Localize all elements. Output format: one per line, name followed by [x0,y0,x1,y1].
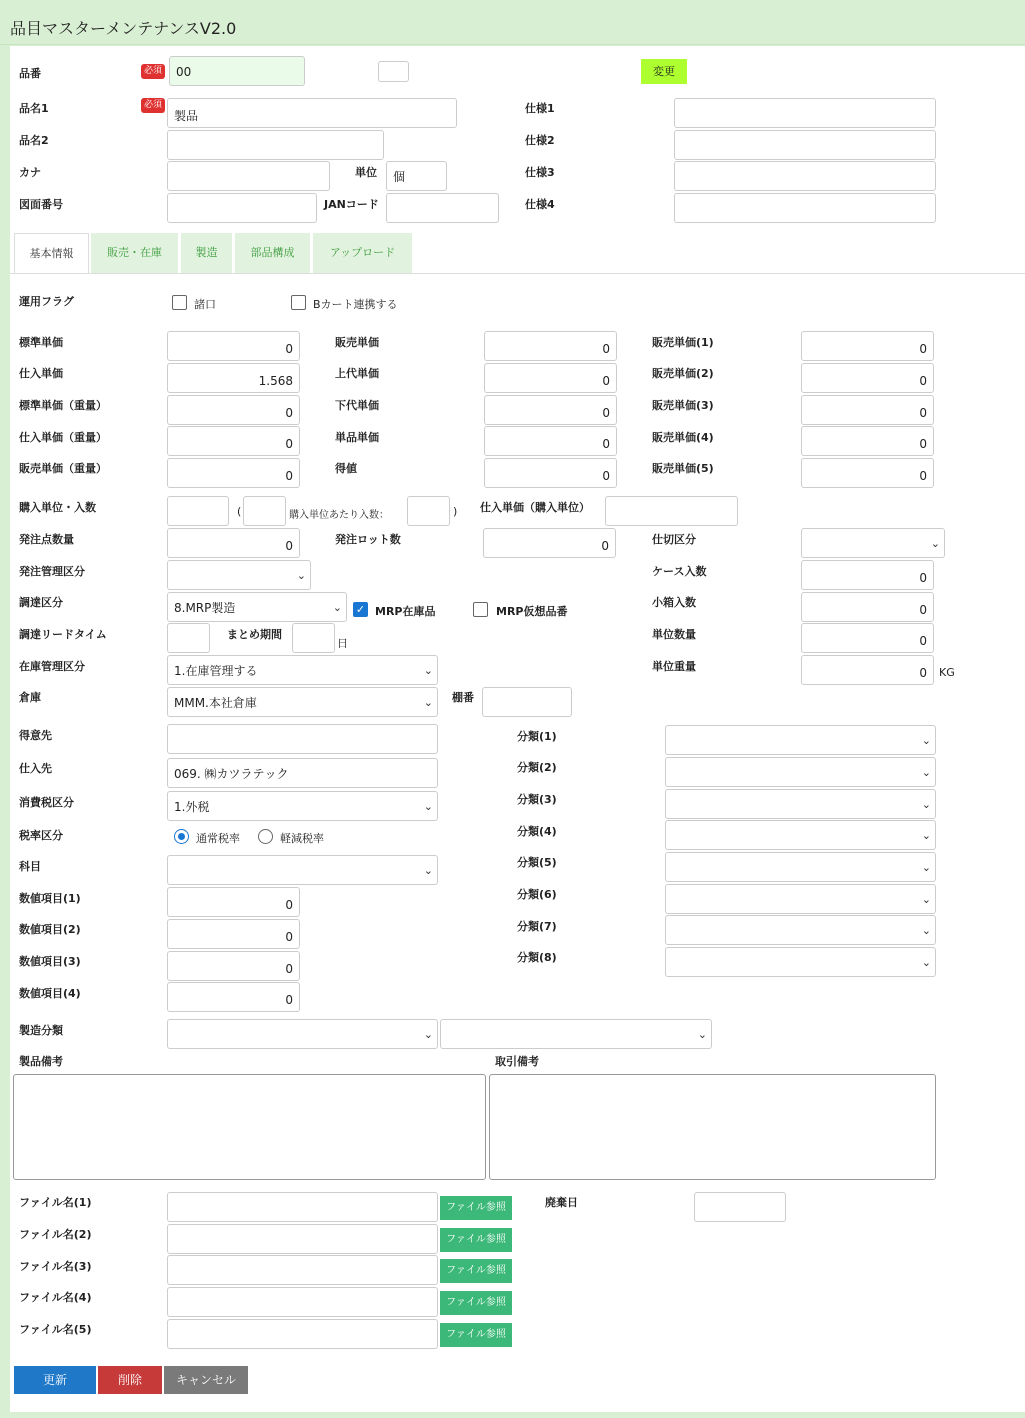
chevron-down-icon: ⌄ [697,1028,707,1041]
hinmei1-label: 品名1 [19,102,49,115]
price-label: 仕入単価 [19,367,63,380]
per-unit-label: 購入単位あたり入数： [289,510,389,521]
price-input[interactable]: 0 [167,331,300,361]
shiyo3-input[interactable] [674,161,936,191]
tab-divider [10,273,1025,274]
required-badge: 必須 [141,98,165,113]
price-label: 販売単価(1) [652,336,714,349]
matome-input[interactable] [292,623,335,653]
file-browse-button[interactable]: ファイル参照 [440,1259,512,1283]
procure-label: 調達区分 [19,596,63,609]
price-label: 標準単価（重量） [19,399,107,412]
price-input[interactable]: 0 [801,395,934,425]
shiyo2-input[interactable] [674,130,936,160]
price-label: 得値 [335,462,357,475]
file-input[interactable] [167,1255,438,1285]
stock-mgmt-select[interactable] [167,655,438,685]
file-label: ファイル名(4) [19,1291,92,1304]
manufacture-label: 製造分類 [19,1024,63,1037]
product-note-label: 製品備考 [19,1055,63,1068]
procure-select[interactable] [167,592,347,622]
update-button[interactable]: 更新 [14,1366,96,1394]
case-input[interactable]: 0 [801,560,934,590]
manufacture-select-1[interactable] [167,1019,438,1049]
shiyo2-label: 仕様2 [525,134,555,147]
kamoku-select[interactable] [167,855,438,885]
paren-open: ( [237,505,242,518]
warehouse-select[interactable] [167,687,438,717]
lot-input[interactable]: 0 [483,528,616,558]
color-box[interactable] [378,61,409,82]
jan-label: JANコード [324,198,379,211]
bunrui-select[interactable] [665,725,936,755]
bunrui-label: 分類(3) [517,793,557,806]
file-input[interactable] [167,1192,438,1222]
chevron-down-icon: ⌄ [423,664,433,677]
bunrui-select[interactable] [665,820,936,850]
bunrui-select[interactable] [665,947,936,977]
unit-qty-label: 単位数量 [652,628,696,641]
price-input[interactable]: 0 [801,426,934,456]
kamoku-label: 科目 [19,860,41,873]
main-panel [10,46,1025,1412]
shiyo1-input[interactable] [674,98,936,128]
shokuchi-checkbox[interactable] [172,295,187,310]
shiyo4-input[interactable] [674,193,936,223]
numeric-input[interactable]: 0 [167,982,300,1012]
unit-price-purchase-input[interactable] [605,496,738,526]
price-input[interactable]: 0 [801,331,934,361]
page-title: 品目マスターメンテナンスV2.0 [10,19,237,38]
kana-input[interactable] [167,161,330,191]
rate-reduced-radio[interactable] [258,829,273,844]
numeric-input[interactable]: 0 [167,951,300,981]
haiki-input[interactable] [694,1192,786,1222]
price-label: 販売単価(4) [652,431,714,444]
tana-input[interactable] [482,687,572,717]
order-point-input[interactable]: 0 [167,528,300,558]
file-browse-button[interactable]: ファイル参照 [440,1228,512,1252]
trade-note-textarea[interactable] [489,1074,936,1180]
tana-label: 棚番 [452,691,474,704]
bcart-checkbox[interactable] [291,295,306,310]
order-point-label: 発注点数量 [19,533,74,546]
tab-manufacture[interactable]: 製造 [181,233,232,273]
mrp-stock-label: MRP在庫品 [375,605,436,618]
numeric-input[interactable]: 0 [167,887,300,917]
kobako-input[interactable]: 0 [801,592,934,622]
file-input[interactable] [167,1319,438,1349]
supplier-label: 仕入先 [19,762,52,775]
lead-input[interactable] [167,623,210,653]
chevron-down-icon: ⌄ [921,861,931,874]
price-label: 上代単価 [335,367,379,380]
hinban-label: 品番 [19,67,41,80]
price-input[interactable]: 0 [484,458,617,488]
unit-price-purchase-label: 仕入単価（購入単位） [480,501,590,514]
unit-weight-input[interactable]: 0 [801,655,934,685]
zumen-label: 図面番号 [19,198,63,211]
mrp-virtual-label: MRP仮想品番 [496,605,568,618]
tani-label: 単位 [355,166,377,179]
price-label: 販売単価（重量） [19,462,107,475]
tax-value: 1.外税 [174,800,210,814]
bunrui-select[interactable] [665,852,936,882]
case-label: ケース入数 [652,565,707,578]
file-input[interactable] [167,1287,438,1317]
price-input[interactable]: 0 [801,458,934,488]
shiyo4-label: 仕様4 [525,198,555,211]
day-label: 日 [337,637,348,650]
kana-label: カナ [19,166,41,179]
change-button[interactable]: 変更 [641,59,687,84]
price-label: 販売単価(5) [652,462,714,475]
file-input[interactable] [167,1224,438,1254]
price-input[interactable]: 1.568 [167,363,300,393]
file-label: ファイル名(1) [19,1196,92,1209]
kg-label: KG [939,666,955,679]
tab-sales-stock[interactable]: 販売・在庫 [91,233,178,273]
shiyo3-label: 仕様3 [525,166,555,179]
title-bar [0,0,1025,45]
bunrui-label: 分類(7) [517,920,557,933]
bunrui-label: 分類(6) [517,888,557,901]
purchase-unit-label: 購入単位・入数 [19,501,96,514]
price-input[interactable]: 0 [484,426,617,456]
chevron-down-icon: ⌄ [921,766,931,779]
chevron-down-icon: ⌄ [921,956,931,969]
jan-input[interactable] [386,193,499,223]
product-note-textarea[interactable] [13,1074,486,1180]
matome-label: まとめ期間 [227,628,282,641]
price-input[interactable]: 0 [167,426,300,456]
trade-note-label: 取引備考 [495,1055,539,1068]
unit-qty-input[interactable]: 0 [801,623,934,653]
numeric-label: 数値項目(3) [19,955,81,968]
chevron-down-icon: ⌄ [921,734,931,747]
procure-value: 8.MRP製造 [174,601,236,615]
numeric-label: 数値項目(4) [19,987,81,1000]
bunrui-label: 分類(8) [517,951,557,964]
tani-input[interactable]: 個 [386,161,447,191]
rate-normal-label: 通常税率 [196,832,240,845]
numeric-input[interactable]: 0 [167,919,300,949]
purchase-unit-input[interactable] [167,496,229,526]
per-unit-input[interactable] [407,496,450,526]
delete-button[interactable]: 削除 [98,1366,162,1394]
customer-label: 得意先 [19,729,52,742]
hinmei1-input[interactable]: 製品 [167,98,457,128]
cancel-button[interactable]: キャンセル [164,1366,248,1394]
price-input[interactable]: 0 [801,363,934,393]
stock-mgmt-label: 在庫管理区分 [19,660,85,673]
bunrui-select[interactable] [665,915,936,945]
manufacture-select-2[interactable] [440,1019,712,1049]
file-label: ファイル名(5) [19,1323,92,1336]
file-browse-button[interactable]: ファイル参照 [440,1196,512,1220]
file-browse-button[interactable]: ファイル参照 [440,1291,512,1315]
customer-input[interactable] [167,724,438,754]
tab-basic[interactable]: 基本情報 [14,233,89,273]
file-label: ファイル名(3) [19,1260,92,1273]
stock-mgmt-value: 1.在庫管理する [174,664,258,678]
bunrui-select[interactable] [665,884,936,914]
zumen-input[interactable] [167,193,317,223]
flag-label: 運用フラグ [19,295,74,308]
tax-select[interactable] [167,791,438,821]
chevron-down-icon: ⌄ [930,537,940,550]
shokuchi-label: 諸口 [194,298,216,311]
warehouse-label: 倉庫 [19,691,41,704]
file-label: ファイル名(2) [19,1228,92,1241]
order-mgmt-select[interactable] [167,560,311,590]
chevron-down-icon: ⌄ [921,893,931,906]
haiki-label: 廃棄日 [545,1196,578,1209]
price-label: 標準単価 [19,336,63,349]
price-label: 販売単価 [335,336,379,349]
price-input[interactable]: 0 [167,395,300,425]
supplier-input[interactable]: 069. ㈱カツラテック [167,758,438,788]
required-badge: 必須 [141,64,165,79]
chevron-down-icon: ⌄ [423,800,433,813]
price-label: 単品単価 [335,431,379,444]
paren-close: ) [453,505,458,518]
unit-weight-label: 単位重量 [652,660,696,673]
mrp-virtual-checkbox[interactable] [473,602,488,617]
rate-label: 税率区分 [19,829,63,842]
tab-upload[interactable]: アップロード [313,233,412,273]
hinban-input[interactable]: 00 [169,56,305,86]
price-input[interactable]: 0 [484,331,617,361]
rate-normal-radio[interactable] [174,829,189,844]
price-label: 仕入単価（重量） [19,431,107,444]
tab-bom[interactable]: 部品構成 [235,233,310,273]
price-input[interactable]: 0 [484,363,617,393]
bunrui-select[interactable] [665,789,936,819]
kobako-label: 小箱入数 [652,596,696,609]
chevron-down-icon: ⌄ [921,829,931,842]
chevron-down-icon: ⌄ [921,798,931,811]
chevron-down-icon: ⌄ [332,601,342,614]
bunrui-label: 分類(1) [517,730,557,743]
price-input[interactable]: 0 [167,458,300,488]
order-mgmt-label: 発注管理区分 [19,565,85,578]
bunrui-select[interactable] [665,757,936,787]
purchase-unit-code[interactable] [243,496,286,526]
numeric-label: 数値項目(1) [19,892,81,905]
file-browse-button[interactable]: ファイル参照 [440,1323,512,1347]
shikiri-label: 仕切区分 [652,533,696,546]
hinmei2-input[interactable] [167,130,384,160]
chevron-down-icon: ⌄ [423,1028,433,1041]
lead-label: 調達リードタイム [19,628,107,641]
chevron-down-icon: ⌄ [296,569,306,582]
price-label: 販売単価(3) [652,399,714,412]
bunrui-label: 分類(2) [517,761,557,774]
hinmei2-label: 品名2 [19,134,49,147]
price-label: 販売単価(2) [652,367,714,380]
lot-label: 発注ロット数 [335,533,401,546]
chevron-down-icon: ⌄ [423,696,433,709]
bunrui-label: 分類(5) [517,856,557,869]
price-input[interactable]: 0 [484,395,617,425]
bcart-label: Bカート連携する [313,298,398,311]
tax-label: 消費税区分 [19,796,74,809]
shikiri-select[interactable] [801,528,945,558]
bunrui-label: 分類(4) [517,825,557,838]
chevron-down-icon: ⌄ [921,924,931,937]
numeric-label: 数値項目(2) [19,923,81,936]
rate-reduced-label: 軽減税率 [280,832,324,845]
warehouse-value: MMM.本社倉庫 [174,696,257,710]
mrp-stock-checkbox[interactable]: ✓ [353,602,368,617]
shiyo1-label: 仕様1 [525,102,555,115]
price-label: 下代単価 [335,399,379,412]
chevron-down-icon: ⌄ [423,864,433,877]
